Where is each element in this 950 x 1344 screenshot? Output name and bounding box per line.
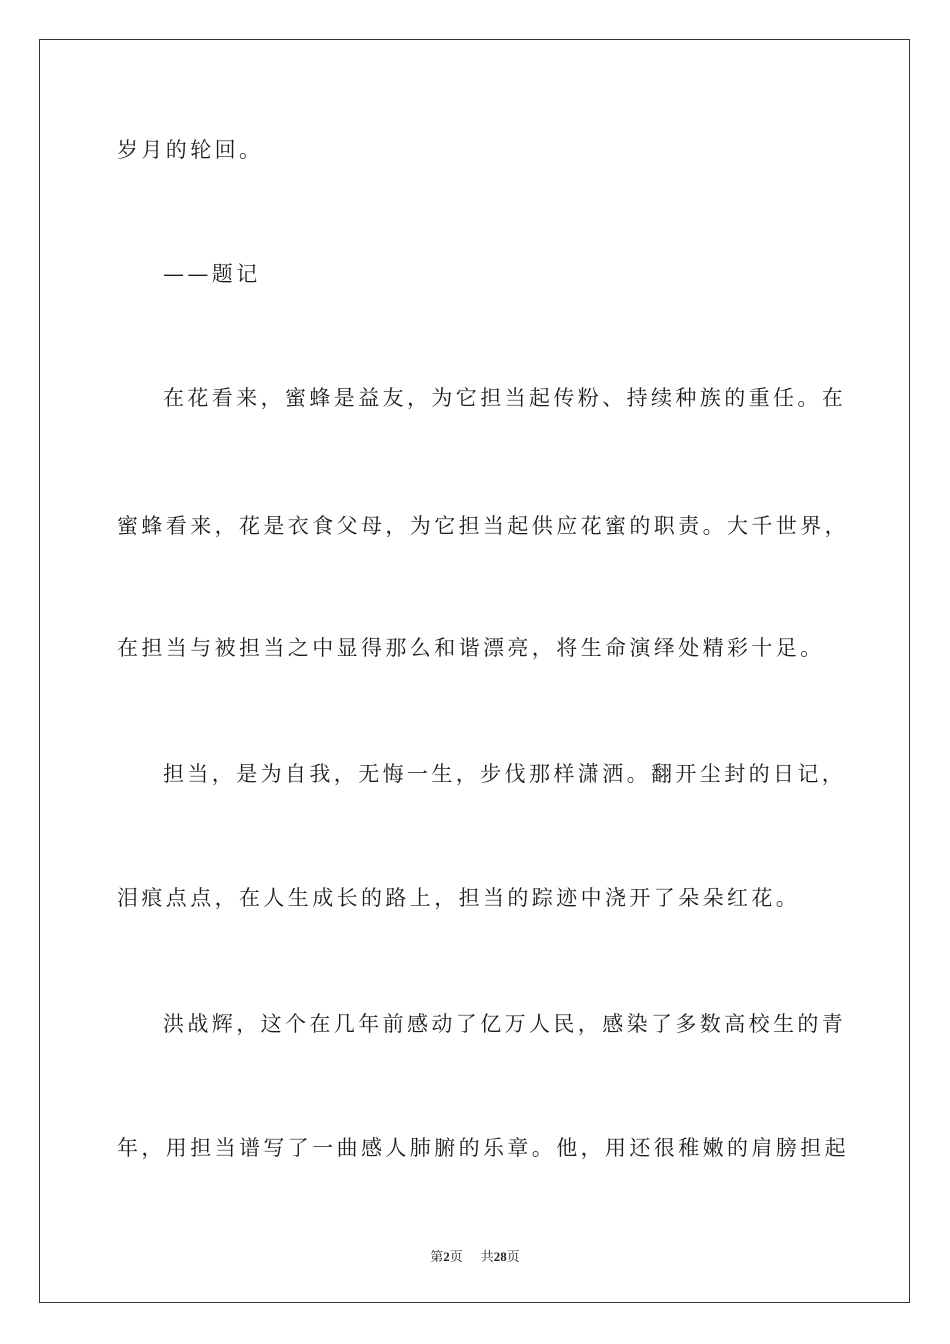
total-prefix: 共 [480, 1249, 494, 1264]
text-line: 担当，是为自我，无悔一生，步伐那样潇洒。翻开尘封的日记， [163, 762, 847, 786]
page-number: 2 [443, 1249, 450, 1264]
total-suffix: 页 [506, 1249, 520, 1264]
page-footer [0, 1246, 950, 1265]
text-line: 洪战辉，这个在几年前感动了亿万人民，感染了多数高校生的青 [163, 1012, 847, 1036]
text-line: 蜜蜂看来，花是衣食父母，为它担当起供应花蜜的职责。大千世界， [117, 514, 849, 538]
total-pages: 28 [493, 1249, 507, 1264]
text-line: 在花看来，蜜蜂是益友，为它担当起传粉、持续种族的重任。在 [163, 386, 847, 410]
page-border [39, 39, 910, 1303]
text-line: 在担当与被担当之中显得那么和谐漂亮，将生命演绎处精彩十足。 [117, 636, 825, 660]
text-line: 泪痕点点，在人生成长的路上，担当的踪迹中浇开了朵朵红花。 [117, 886, 801, 910]
epigraph-attribution: ——题记 [163, 262, 261, 286]
page-prefix: 第 [430, 1249, 444, 1264]
text-line: 年，用担当谱写了一曲感人肺腑的乐章。他，用还很稚嫩的肩膀担起 [117, 1136, 849, 1160]
text-line: 岁月的轮回。 [117, 138, 264, 162]
page-suffix: 页 [449, 1249, 463, 1264]
